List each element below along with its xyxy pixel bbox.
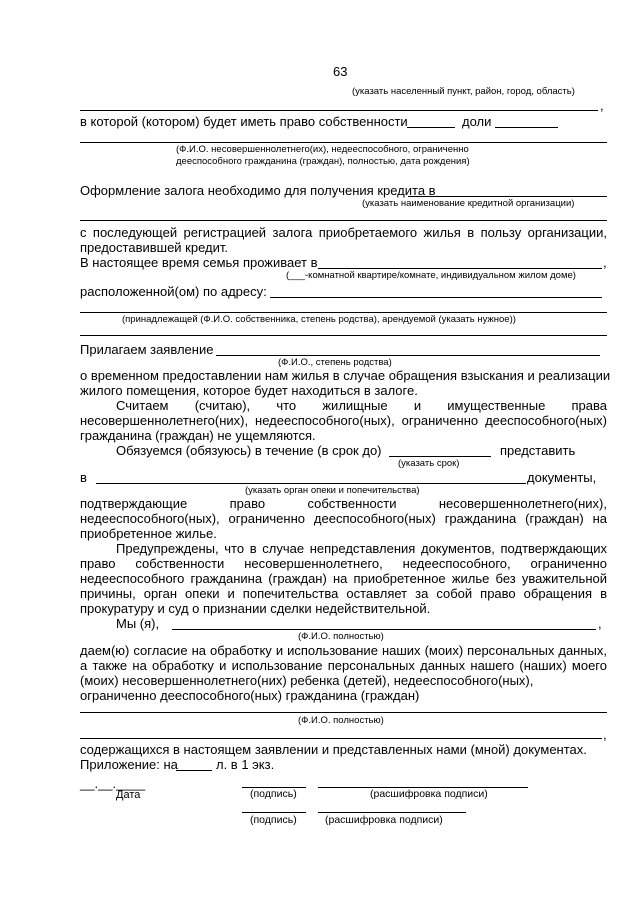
line-appendix-label: Приложение: на	[80, 757, 178, 772]
blank-line-contained[interactable]	[80, 738, 602, 739]
hint-fio-1: (Ф.И.О. полностью)	[298, 631, 384, 642]
para-warn-2: право собственности несовершеннолетнего, недееспособного, ограниченно	[80, 556, 607, 571]
line-appendix-end: л. в 1 экз.	[216, 757, 275, 772]
comma-contained: ,	[603, 727, 607, 742]
comma-family: ,	[603, 255, 607, 270]
para-rights-2: несовершеннолетнего(них), недееспособного(ных), ограниченно дееспособного(ных)	[80, 413, 607, 428]
blank-line-person[interactable]	[80, 142, 607, 143]
line-family-label: В настоящее время семья проживает в	[80, 255, 318, 270]
blank-line-credit-2[interactable]	[80, 220, 607, 221]
line-attach-label: Прилагаем заявление	[80, 342, 214, 357]
label-signature-1: (подпись)	[250, 788, 297, 800]
comma: ,	[600, 98, 604, 113]
hint-person-1: (Ф.И.О. несовершеннолетнего(их), недееспособного, ограниченно	[176, 144, 469, 155]
hint-fio-2: (Ф.И.О. полностью)	[298, 715, 384, 726]
label-decode-1: (расшифровка подписи)	[370, 788, 488, 800]
hint-term: (указать срок)	[398, 458, 460, 469]
label-date: Дата	[116, 789, 141, 801]
hint-guardian: (указать орган опеки и попечительства)	[245, 485, 420, 496]
blank-ownership[interactable]	[407, 127, 455, 128]
para-consent-4: ограниченно дееспособного(ных) гражданина (граждан)	[80, 688, 420, 703]
para-registration-1: с последующей регистрацией залога приобретаемого жилья в пользу организации,	[80, 225, 607, 240]
para-warn-3: недееспособного гражданина (граждан) на приобретенное жилье без уважительной	[80, 571, 607, 586]
para-rights-3: гражданина (граждан) не ущемляются.	[80, 428, 316, 443]
label-decode-2: (расшифровка подписи)	[325, 814, 443, 826]
para-contained: содержащихся в настоящем заявлении и представленных нами (мной) документах.	[80, 742, 587, 757]
blank-credit[interactable]	[408, 196, 607, 197]
blank-line-settlement[interactable]	[80, 110, 598, 111]
para-warn-5: прокуратуру и суд о признании сделки недействительной.	[80, 601, 431, 616]
para-warn-4: причины, орган опеки и попечительства оставляет за собой право обращения в	[80, 586, 607, 601]
line-credit-label: Оформление залога необходимо для получения кредита в	[80, 183, 436, 198]
blank-fio-2[interactable]	[80, 712, 607, 713]
hint-attach: (Ф.И.О., степень родства)	[278, 357, 392, 368]
para-warn-1: Предупреждены, что в случае непредставления документов, подтверждающих	[116, 541, 607, 556]
hint-credit-org: (указать наименование кредитной организации)	[362, 198, 575, 209]
para-confirm-2: недееспособного(ных), ограниченно дееспособного(ных) гражданина (граждан) на	[80, 511, 607, 526]
para-temp-1: о временном предоставлении нам жилья в случае обращения взыскания и реализации	[80, 368, 611, 383]
line-ownership-share-label: доли	[462, 114, 492, 129]
blank-decode-2[interactable]	[318, 812, 466, 813]
line-oblige-label: Обязуемся (обязуюсь) в течение (в срок до)	[116, 443, 382, 458]
blank-we[interactable]	[172, 629, 596, 630]
line-to-label: в	[80, 470, 87, 485]
para-registration-2: предоставившей кредит.	[80, 240, 229, 255]
blank-appendix[interactable]	[176, 770, 212, 771]
hint-owner: (принадлежащей (Ф.И.О. собственника, степень родства), арендуемой (указать нужное))	[122, 314, 516, 325]
label-signature-2: (подпись)	[250, 814, 297, 826]
para-consent-1: даем(ю) согласие на обработку и использование наших (моих) персональных данных,	[80, 643, 607, 658]
hint-settlement: (указать населенный пункт, район, город, область)	[352, 86, 575, 97]
page-number: 63	[333, 64, 348, 79]
para-confirm-1: подтверждающие право собственности несовершеннолетнего(них),	[80, 496, 607, 511]
comma-we: ,	[598, 616, 602, 631]
blank-signature-2[interactable]	[242, 812, 306, 813]
blank-share[interactable]	[495, 127, 558, 128]
hint-family: (___-комнатной квартире/комнате, индивидуальном жилом доме)	[286, 270, 576, 281]
hint-person-2: дееспособного гражданина (граждан), полностью, дата рождения)	[176, 156, 470, 167]
blank-line-address-2[interactable]	[80, 312, 607, 313]
blank-term[interactable]	[389, 456, 491, 457]
blank-address[interactable]	[270, 297, 602, 298]
para-temp-2: жилого помещения, которое будет находиться в залоге.	[80, 383, 418, 398]
line-to-end: документы,	[527, 470, 597, 485]
blank-family[interactable]	[318, 268, 602, 269]
line-ownership-label: в которой (котором) будет иметь право собственности	[80, 114, 408, 129]
line-we-label: Мы (я),	[116, 616, 160, 631]
para-consent-3: (моих) несовершеннолетнего(них) ребенка (детей), недееспособного(ных),	[80, 673, 534, 688]
para-rights-1: Считаем (считаю), что жилищные и имущественные права	[116, 398, 607, 413]
line-address-label: расположенной(ом) по адресу:	[80, 284, 267, 299]
blank-guardian[interactable]	[96, 483, 526, 484]
line-oblige-end: представить	[500, 443, 576, 458]
para-confirm-3: приобретенное жилье.	[80, 526, 217, 541]
blank-line-owner[interactable]	[80, 335, 607, 336]
date-blank[interactable]: __.__.____	[80, 776, 146, 791]
blank-attach[interactable]	[216, 355, 600, 356]
para-consent-2: а также на обработку и использование персональных данных нашего (наших) моего	[80, 658, 607, 673]
